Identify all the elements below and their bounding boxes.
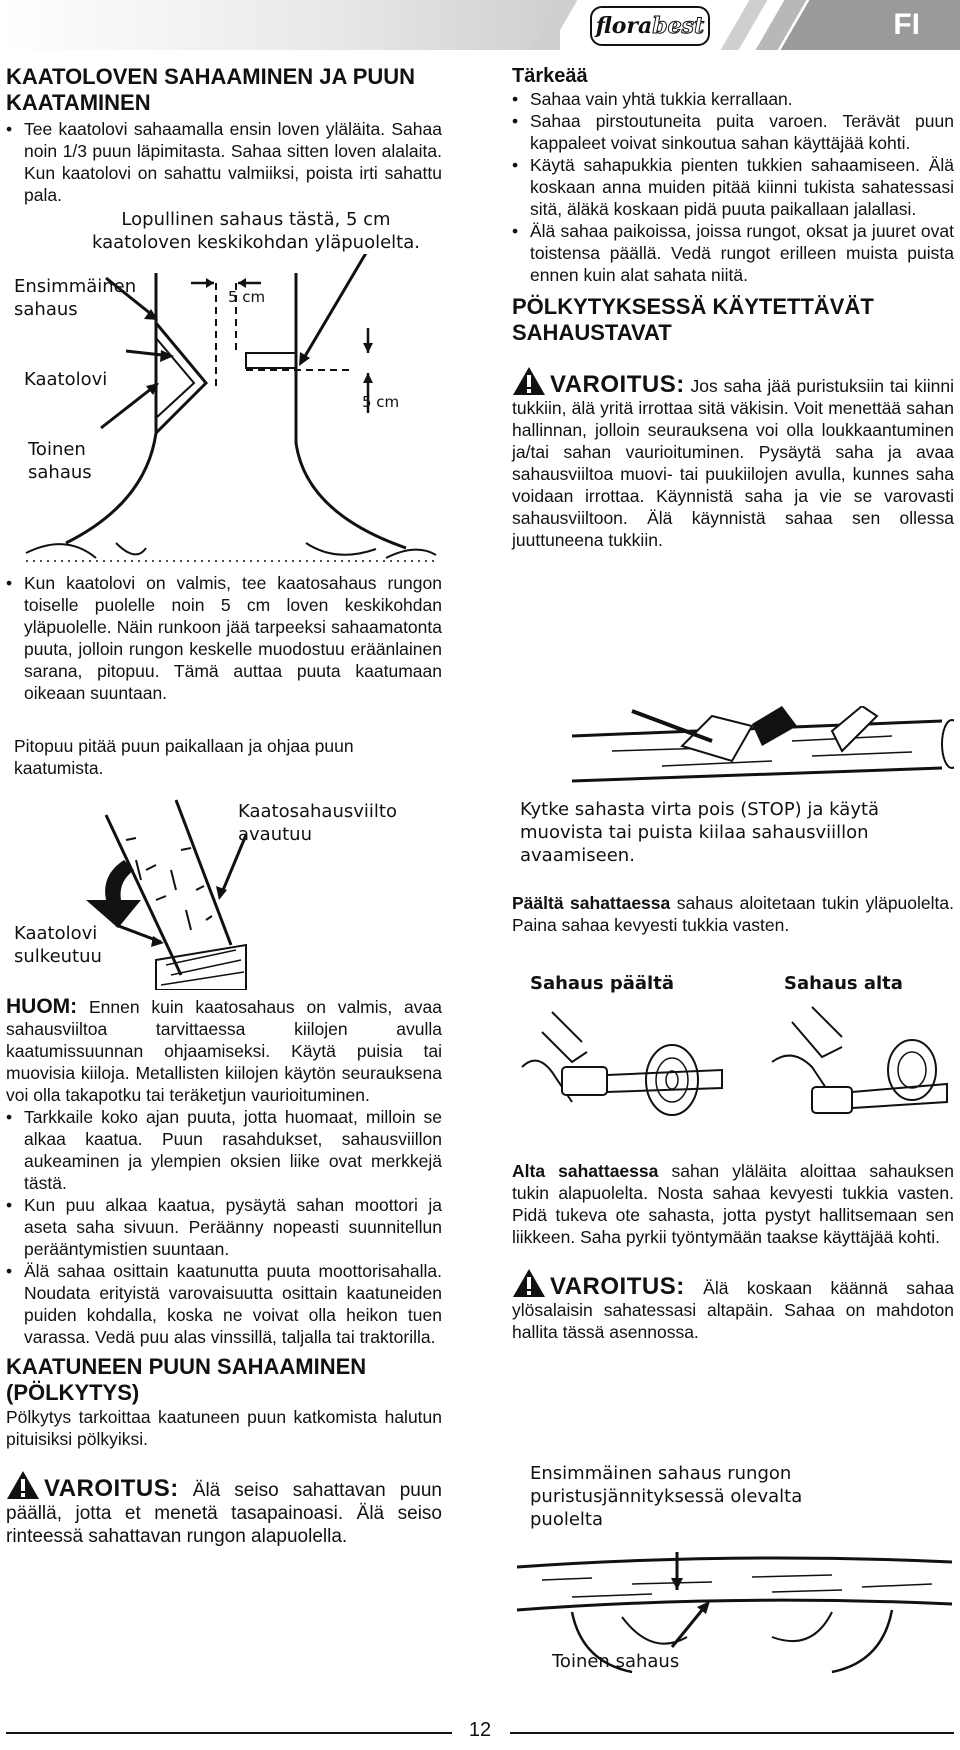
left-column-notes	[6, 996, 442, 1548]
list-item: • Tee kaatolovi sahaamalla ensin loven yläläita. Sahaa noin 1/3 puun läpimitasta. Sahaa sitten loven alalaita. Kun kaatolovi on sahattu valmiiksi, poista irti sahattu pala.	[6, 118, 442, 206]
bucking-paragraph: Pölkytys tarkoittaa kaatuneen puun katkomista halutun pituisiksi pölkyiksi.	[6, 1407, 442, 1449]
page-number: 12	[468, 1719, 492, 1741]
hinge-figure	[6, 736, 442, 990]
section-heading-bucking: KAATUNEEN PUUN SAHAAMINEN (PÖLKYTYS)	[6, 1354, 367, 1405]
fig1-label-second-cut: Toinen sahaus	[28, 439, 92, 483]
felling-steps	[6, 118, 442, 206]
cutting-directions-figure	[512, 972, 954, 1142]
warning-triangle-icon	[512, 366, 546, 396]
note-label: HUOM:	[6, 995, 78, 1018]
list-item: • Tarkkaile koko ajan puuta, jotta huomaat, milloin se alkaa kaatua. Puun rasahdukset, sahausviillon aukeaminen ja ylempien oksien liike ovat merkkejä tästä.	[6, 1106, 442, 1194]
language-tab: FI	[820, 0, 960, 50]
warning-triangle-icon	[512, 1268, 546, 1298]
left-column	[6, 64, 442, 206]
warning-triangle-icon	[6, 1470, 40, 1500]
fig1-label-notch: Kaatolovi	[24, 369, 108, 390]
fig4-label-below: Sahaus alta	[784, 973, 903, 994]
page-header	[0, 0, 960, 50]
bottom-cut-paragraph: Alta sahattaessa sahan yläläita aloittaa sahauksen tukin alapuolelta. Nosta sahaa kevyesti tukkia vasten. Pidä tukeva ote sahasta, jotta pystyt hallitsemaan sen liikkeen. Saha pyrkii työntymään taakse käyttäjää kohti.	[512, 1161, 954, 1247]
safety-bullets	[6, 1106, 442, 1348]
fig2-label-opens: Kaatosahausviilto avautuu	[238, 801, 397, 845]
fig5-label-first: Ensimmäinen sahaus rungon puristusjännityksessä olevalta puolelta	[530, 1463, 803, 1530]
top-cut-paragraph: Päältä sahattaessa sahaus aloitetaan tukin yläpuolelta. Paina sahaa kevyesti tukkia vasten.	[512, 893, 954, 935]
bottom-cut-section	[512, 1160, 954, 1343]
fig4-label-above: Sahaus päältä	[530, 973, 674, 994]
warning-title: VAROITUS:	[550, 1273, 685, 1300]
log-wedge-illustration	[512, 706, 954, 796]
footer-rule-left	[6, 1732, 452, 1734]
fig2-caption: Pitopuu pitää puun paikallaan ja ohjaa puun kaatumista.	[14, 736, 354, 778]
list-item: • Kun puu alkaa kaatua, pysäytä sahan moottori ja aseta saha sivuun. Peräänny nopeasti suunnitellun perääntymistien suuntaan.	[6, 1194, 442, 1260]
important-title: Tärkeää	[512, 65, 588, 87]
warning-title: VAROITUS:	[44, 1475, 179, 1502]
list-item: • Käytä sahapukkia pienten tukkien sahaamiseen. Älä koskaan anna muiden pitää kiinni tukista sahatessasi sitä, äläkä koskaan pidä puuta paikallaan jalallasi.	[512, 154, 954, 220]
warning-paragraph: VAROITUS: Älä seiso sahattavan puun päällä, jotta et menetä tasapainoasi. Älä seiso rinteessä sahattavan rungon alapuolella.	[6, 1470, 442, 1548]
important-list	[512, 88, 954, 286]
list-item: • Älä sahaa osittain kaatunutta puuta moottorisahalla. Noudata erityistä varovaisuutta osittain kaatuneiden puiden kohdalla, koska ne voivat olla heikon tuen varassa. Vedä puu alas vinssillä, taljalla tai traktorilla.	[6, 1260, 442, 1348]
left-column-cont	[6, 572, 442, 704]
header-gradient	[0, 0, 560, 50]
fig1-caption: Lopullinen sahaus tästä, 5 cm kaatoloven keskikohdan yläpuolelta.	[86, 208, 426, 254]
right-column	[512, 64, 954, 551]
list-item: • Kun kaatolovi on valmis, tee kaatosahaus rungon toiselle puolelle noin 5 cm loven keskikohdan yläpuolelle. Näin runkoon jää tarpeeksi sahaamatonta puuta, jolloin rungon keskelle muodostuu eräänlainen sarana, pitopuu. Tämä auttaa puuta kaatumaan oikeaan suuntaan.	[6, 572, 442, 704]
section-heading-cutting-methods: PÖLKYTYKSESSÄ KÄYTETTÄVÄT SAHAUSTAVAT	[512, 294, 874, 345]
fig1-dim-side: 5 cm	[362, 393, 400, 411]
chainsaw-cutting-illustration	[512, 972, 954, 1142]
felling-steps-2	[6, 572, 442, 704]
compression-figure	[512, 1462, 954, 1677]
fig5-label-second: Toinen sahaus	[552, 1651, 680, 1672]
fig1-dim-top: 5 cm	[228, 288, 266, 306]
felling-notch-figure	[6, 209, 442, 568]
wedge-figure	[512, 706, 954, 796]
footer-rule-right	[510, 1732, 954, 1734]
warning-paragraph-upside-down: VAROITUS: Älä koskaan käännä sahaa ylösalaisin sahatessasi altapäin. Sahaa on mahdoton hallita tässä asennossa.	[512, 1268, 954, 1343]
fig2-label-closes: Kaatolovi sulkeutuu	[14, 923, 102, 967]
fig3-caption: Kytke sahasta virta pois (STOP) ja käytä muovista tai puista kiilaa sahausviillon avaamiseen.	[520, 799, 880, 866]
warning-title: VAROITUS:	[550, 371, 685, 398]
section-heading-felling: KAATOLOVEN SAHAAMINEN JA PUUN KAATAMINEN	[6, 64, 416, 115]
list-item: • Sahaa pirstoutuneita puita varoen. Terävät puun kappaleet voivat sinkoutua sahan käyttäjää kohti.	[512, 110, 954, 154]
fig1-label-first-cut: Ensimmäinen sahaus	[14, 276, 137, 320]
top-cut-section	[512, 892, 954, 936]
note-paragraph: HUOM: Ennen kuin kaatosahaus on valmis, avaa sahausviiltoa tarvittaessa kiilojen avulla kaatumissuunnan ohjaamiseksi. Käytä puisia tai muovisia kiiloja. Metallisten kiilojen käytön seurauksena voi olla takapotku tai teräketjun vaurioituminen.	[6, 995, 442, 1105]
brand-logo: flora best	[590, 6, 710, 46]
list-item: • Sahaa vain yhtä tukkia kerrallaan.	[512, 88, 954, 110]
list-item: • Älä sahaa paikoissa, joissa rungot, oksat ja juuret ovat toistensa päällä. Vedä rungot erilleen muista puista ennen kuin alat sahata niitä.	[512, 220, 954, 286]
warning-paragraph-pinched: VAROITUS: Jos saha jää puristuksiin tai kiinni tukkiin, älä yritä irrottaa sitä väkisin. Voit menettää sahan hallinnan, jolloin seurauksena voi olla loukkaantuminen ja/tai sahan vaurioituminen. Pysäytä saha ja avaa sahausviiltoa muovi- tai puukiilojen avulla, kunnes saha voidaan irrottaa. Käynnistä saha ja vie se varovasti sahausviiltoon. Älä käynnistä sahaa sen ollessa juuttuneena tukkiin.	[512, 366, 954, 551]
